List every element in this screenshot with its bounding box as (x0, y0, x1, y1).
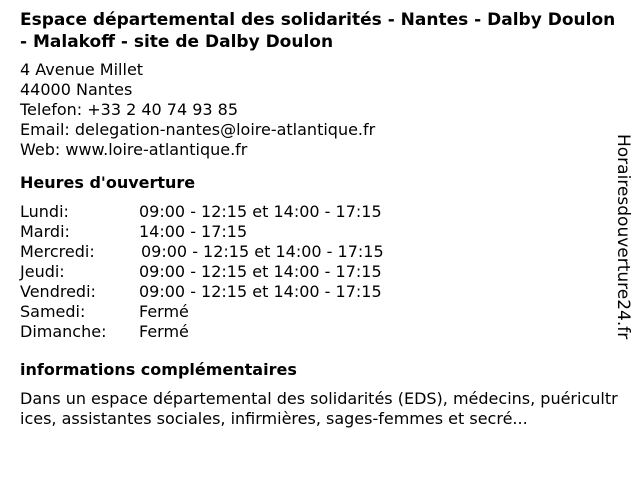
hours-row-wednesday (20, 242, 618, 262)
address-city: 44000 Nantes (20, 80, 133, 99)
phone-number: Telefon: +33 2 40 74 93 85 (20, 100, 239, 119)
hours-row-sunday (20, 322, 618, 342)
hours-time: 09:00 - 12:15 et 14:00 - 17:15 (139, 262, 382, 281)
opening-hours-table (20, 202, 618, 342)
hours-time: 09:00 - 12:15 et 14:00 - 17:15 (139, 202, 382, 221)
hours-time: 09:00 - 12:15 et 14:00 - 17:15 (141, 242, 384, 261)
contact-block (20, 60, 618, 160)
additional-info-heading: informations complémentaires (20, 360, 297, 379)
site-watermark: Horairesdouverture24.fr (613, 134, 633, 340)
hours-row-saturday (20, 302, 618, 322)
hours-time: 14:00 - 17:15 (139, 222, 248, 241)
hours-day: Lundi: (20, 202, 69, 221)
additional-info-text: Dans un espace départemental des solidarités (EDS), médecins, puéricultrices, assistantes sociales, infirmières, sages-femmes et secré... (20, 389, 618, 428)
place-detail (20, 9, 618, 429)
hours-day: Samedi: (20, 302, 86, 321)
opening-hours-heading: Heures d'ouverture (20, 173, 196, 192)
hours-time: 09:00 - 12:15 et 14:00 - 17:15 (139, 282, 382, 301)
hours-day: Vendredi: (20, 282, 96, 301)
email-address: Email: delegation-nantes@loire-atlantique.fr (20, 120, 376, 139)
hours-day: Mardi: (20, 222, 70, 241)
hours-time: Fermé (139, 322, 189, 341)
page-title: Espace départemental des solidarités - Nantes - Dalby Doulon - Malakoff - site de Dalby Doulon (20, 10, 616, 52)
hours-day: Jeudi: (20, 262, 65, 281)
website-address: Web: www.loire-atlantique.fr (20, 140, 248, 159)
hours-time: Fermé (139, 302, 189, 321)
hours-day: Mercredi: (20, 242, 95, 261)
hours-row-tuesday (20, 222, 618, 242)
hours-row-friday (20, 282, 618, 302)
hours-day: Dimanche: (20, 322, 107, 341)
address-street: 4 Avenue Millet (20, 60, 144, 79)
hours-row-monday (20, 202, 618, 222)
hours-row-thursday (20, 262, 618, 282)
